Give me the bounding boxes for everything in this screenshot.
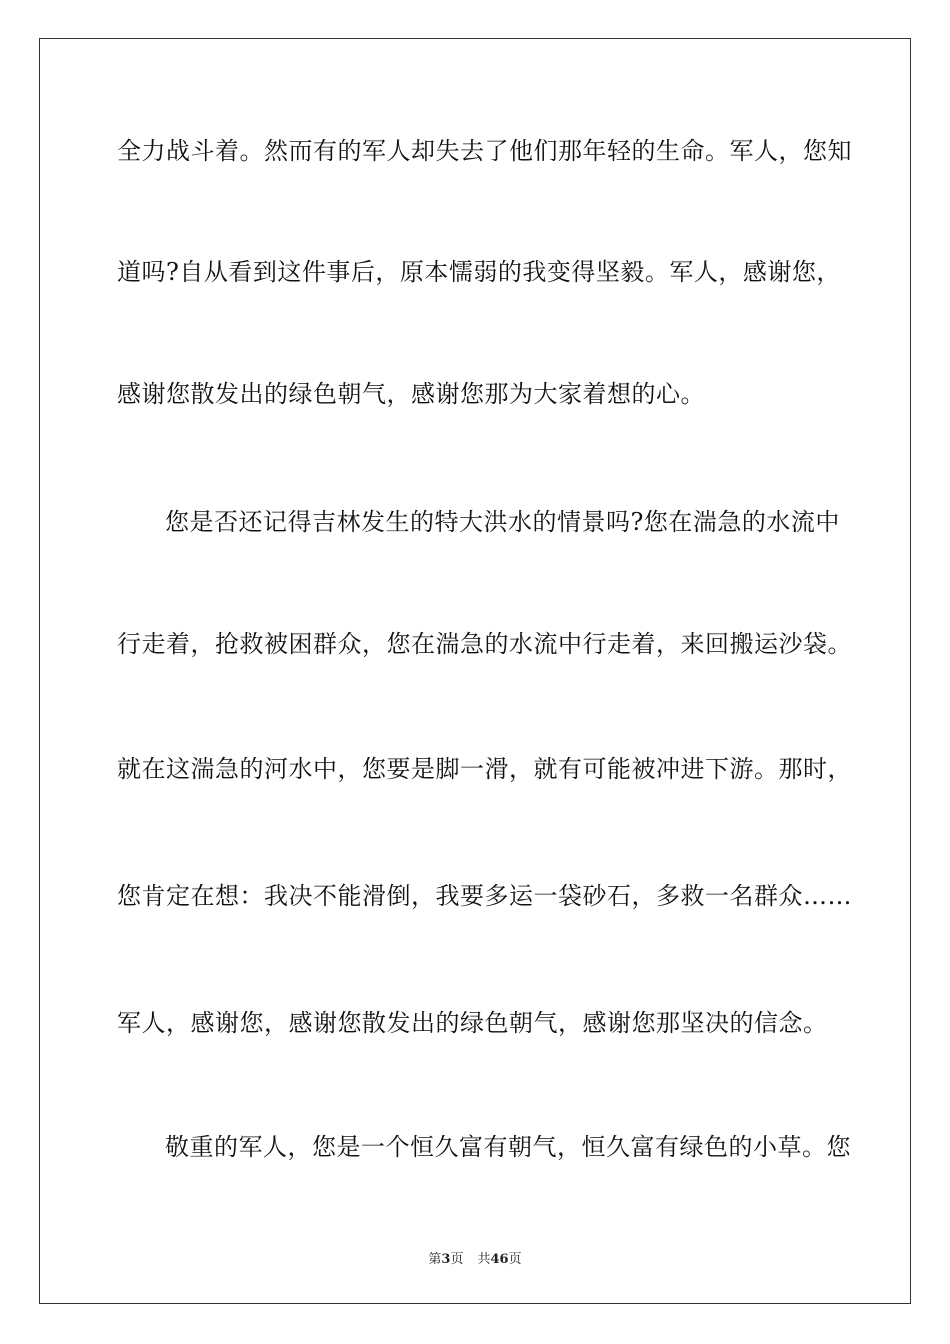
- page-border: [39, 38, 911, 1304]
- page-number: 3: [441, 1252, 451, 1267]
- paragraph-line: 全力战斗着。然而有的军人却失去了他们那年轻的生命。军人，您知: [117, 137, 852, 165]
- paragraph-line: 感谢您散发出的绿色朝气，感谢您那为大家着想的心。: [117, 380, 705, 408]
- paragraph-line: 您是否还记得吉林发生的特大洪水的情景吗?您在湍急的水流中: [165, 508, 840, 536]
- total-suffix: 页: [508, 1252, 522, 1267]
- page-prefix: 第: [428, 1252, 442, 1267]
- page-footer: [0, 1248, 950, 1267]
- paragraph-line: 您肯定在想：我决不能滑倒，我要多运一袋砂石，多救一名群众……: [117, 882, 852, 910]
- total-pages: 46: [490, 1252, 509, 1267]
- paragraph-line: 道吗?自从看到这件事后，原本懦弱的我变得坚毅。军人，感谢您，: [117, 258, 841, 286]
- paragraph-line: 军人，感谢您，感谢您散发出的绿色朝气，感谢您那坚决的信念。: [117, 1009, 828, 1037]
- paragraph-line: 就在这湍急的河水中，您要是脚一滑，就有可能被冲进下游。那时，: [117, 755, 852, 783]
- page-suffix: 页: [450, 1252, 464, 1267]
- total-prefix: 共: [477, 1252, 491, 1267]
- paragraph-line: 敬重的军人，您是一个恒久富有朝气，恒久富有绿色的小草。您: [165, 1133, 851, 1161]
- paragraph-line: 行走着，抢救被困群众，您在湍急的水流中行走着，来回搬运沙袋。: [117, 630, 852, 658]
